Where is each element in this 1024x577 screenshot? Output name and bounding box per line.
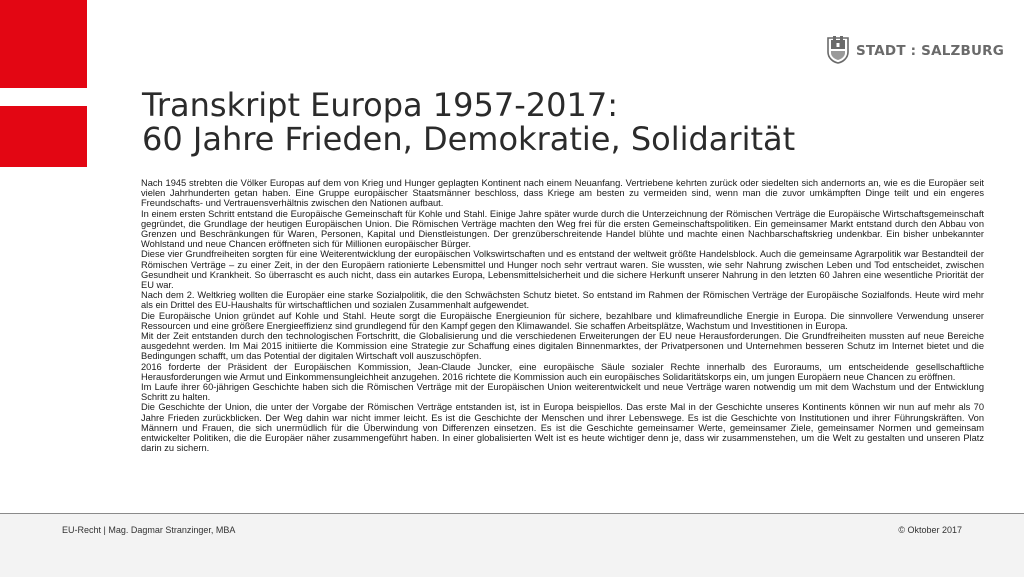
- body-text: [141, 178, 984, 453]
- footer-date: © Oktober 2017: [898, 525, 962, 535]
- paragraph: Die Europäische Union gründet auf Kohle und Stahl. Heute sorgt die Europäische Energieunion für sichere, bezahlbare und klimafreundliche Energie in Europa. Die sinnvollere Verwendung unserer Ressourcen und eine größere Energieeffizienz sind grundlegend für den Kampf gegen den Klimawandel. Sie schaffen Arbeitsplätze, Wachstum und Investitionen in Europa.: [141, 310, 984, 331]
- logo-text: STADT : SALZBURG: [856, 43, 1005, 59]
- accent-bar-top: [0, 0, 87, 88]
- title-line-1: Transkript Europa 1957-2017:: [142, 86, 618, 124]
- title-line-2: 60 Jahre Frieden, Demokratie, Solidarität: [142, 120, 796, 158]
- paragraph: Mit der Zeit entstanden durch den technologischen Fortschritt, die Globalisierung und die verschiedenen Erweiterungen der EU neue Herausforderungen. Die Grundfreiheiten mussten auf neue Bereiche ausgedehnt werden. Im Mai 2015 initiierte die Kommission eine Strategie zur Schaffung eines digitalen Binnenmarktes, der Privatpersonen und Unternehmen besseren Schutz im Internet bietet und die Bedingungen schafft, um das Potential der digitalen Wirtschaft voll auszuschöpfen.: [141, 331, 984, 362]
- accent-bar-bottom: [0, 106, 87, 167]
- paragraph: 2016 forderte der Präsident der Europäischen Kommission, Jean-Claude Juncker, eine europäische Säule sozialer Rechte innerhalb des Euroraums, um entscheidende gesellschaftliche Herausforderungen wie Armut und Einkommensungleichheit anzugehen. 2016 richtete die Kommission auch ein europäisches Solidaritätskorps ein, um jungen Europäern neue Chancen zu eröffnen.: [141, 361, 984, 382]
- page-title: [142, 88, 1002, 156]
- city-logo: [826, 34, 1004, 68]
- footer: [0, 513, 1024, 577]
- paragraph: In einem ersten Schritt entstand die Europäische Gemeinschaft für Kohle und Stahl. Einige Jahre später wurde durch die Unterzeichnung der Römischen Verträge die Europäische Wirtschaftsgemeinschaft gegründet, die Grundlage der heutigen Europäischen Union. Die Römischen Verträge machten den Weg frei für die ersten Gemeinschaftspolitiken. Ein gemeinsamer Markt entstand durch den Abbau von Grenzen und Beschränkungen für Waren, Personen, Kapital und Dienstleistungen. Der grenzüberschreitende Handel blühte und machte einen Nachbarschaftskrieg undenkbar. Ein bisher unbekannter Wohlstand und neue Chancen eröffneten sich für Millionen europäischer Bürger.: [141, 208, 984, 250]
- paragraph: Im Laufe ihrer 60-jährigen Geschichte haben sich die Römischen Verträge mit der Europäischen Union weiterentwickelt und neue Verträge waren notwendig um mit dem Wachstum und der Entwicklung Schritt zu halten.: [141, 382, 984, 403]
- city-crest-icon: [826, 34, 850, 68]
- paragraph: Nach 1945 strebten die Völker Europas auf dem von Krieg und Hunger geplagten Kontinent nach einem Neuanfang. Vertriebene kehrten zurück oder siedelten sich andernorts an, wie es die Europäer seit vielen Jahrhunderten getan haben. Eine Gruppe europäischer Staatsmänner beschloss, dass Kriege am besten zu vermeiden sind, wenn man die zuvor umkämpften Dinge teilt und ein engeres Freundschafts- und Vertrauensverhältnis zwischen den Nationen aufbaut.: [141, 178, 984, 209]
- paragraph: Diese vier Grundfreiheiten sorgten für eine Weiterentwicklung der europäischen Volkswirtschaften und es entstand der weltweit größte Handelsblock. Auch die gemeinsame Agrarpolitik war Bestandteil der Römischen Verträge – zu einer Zeit, in der den Europäern rationierte Lebensmittel und Hunger noch sehr vertraut waren. Sie wussten, wie sehr Nahrung zwischen Leben und Tod entscheidet, zwischen Gesundheit und Krankheit. So überrascht es auch nicht, dass ein autarkes Europa, Lebensmittelsicherheit und die sichere Herkunft unserer Nahrung in den letzten 60 Jahren eine wesentliche Priorität der EU war.: [141, 249, 984, 291]
- paragraph: Nach dem 2. Weltkrieg wollten die Europäer eine starke Sozialpolitik, die den Schwächsten Schutz bietet. So entstand im Rahmen der Römischen Verträge der Europäische Sozialfonds. Heute wird mehr als ein Drittel des EU-Haushalts für wirtschaftlichen und sozialen Zusammenhalt aufgewendet.: [141, 290, 984, 311]
- footer-author: EU-Recht | Mag. Dagmar Stranzinger, MBA: [62, 525, 236, 535]
- paragraph: Die Geschichte der Union, die unter der Vorgabe der Römischen Verträge entstanden ist, ist in Europa beispiellos. Das erste Mal in der Geschichte unseres Kontinents können wir nun auf mehr als 70 Jahre Frieden zurückblicken. Der Weg dahin war nicht immer leicht. Es ist die Geschichte der Menschen und ihrer Lebenswege. Es ist die Geschichte von Institutionen und ihrer Führungskräften. Von Männern und Frauen, die sich unermüdlich für die Überwindung von Differenzen einsetzen. Es ist die Geschichte gemeinsamer Werte, gemeinsamer Ziele, gemeinsamer Normen und gemeinsam entwickelter Politiken, die die Europäer näher zusammengeführt haben. In einer globalisierten Welt ist es heute wichtiger denn je, dass wir zusammenstehen, um die Welt zu gestalten und unseren Platz darin zu sichern.: [141, 402, 984, 454]
